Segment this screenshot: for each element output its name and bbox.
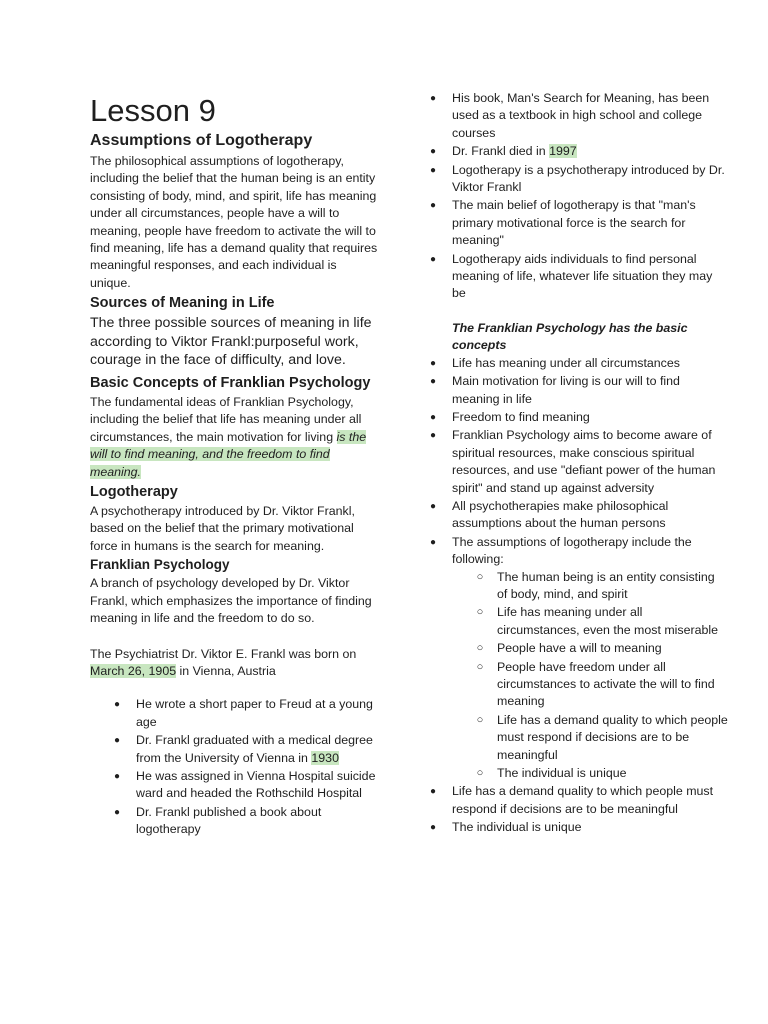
assumptions-sublist xyxy=(476,569,728,783)
bullet-icon: ● xyxy=(429,411,437,423)
list-item xyxy=(429,355,728,372)
list-item xyxy=(429,409,728,426)
list-item xyxy=(113,696,380,731)
heading-assumptions: Assumptions of Logotherapy xyxy=(90,132,313,149)
hollow-bullet-icon: ○ xyxy=(476,713,484,726)
heading-franklian-psychology: Franklian Psychology xyxy=(90,557,230,573)
list-item-text: Franklian Psychology aims to become aware of spiritual resources, make conscious spiritual resources, and use "defiant power of the human spirit" and stand up against adversity xyxy=(452,428,716,495)
list-item xyxy=(429,819,728,836)
paragraph-sources: The three possible sources of meaning in life according to Viktor Frankl:purposeful work, courage in the face of difficulty, and love. xyxy=(90,315,372,369)
list-item-text: Logotherapy is a psychotherapy introduced by Dr. Viktor Frankl xyxy=(452,162,725,195)
biography-list xyxy=(113,696,380,838)
sub-list-item xyxy=(476,569,728,604)
list-item xyxy=(429,534,728,783)
hollow-bullet-icon: ○ xyxy=(476,570,484,583)
subheading-basic-concepts: The Franklian Psychology has the basic concepts xyxy=(452,320,688,353)
hollow-bullet-icon: ○ xyxy=(476,660,484,673)
list-item xyxy=(429,143,728,160)
hollow-bullet-icon: ○ xyxy=(476,642,484,655)
bullet-icon: ● xyxy=(429,536,437,548)
bullet-icon: ● xyxy=(429,500,437,512)
list-item xyxy=(429,197,728,249)
right-column xyxy=(428,90,728,838)
basic-concepts-text: The fundamental ideas of Franklian Psychology, including the belief that life has meaning under all circumstances, the main motivation for living xyxy=(90,395,362,444)
graduation-year-highlight: 1930 xyxy=(311,750,339,765)
list-item xyxy=(429,90,728,142)
hollow-bullet-icon: ○ xyxy=(476,767,484,780)
list-item-text: The individual is unique xyxy=(452,820,582,835)
born-text: The Psychiatrist Dr. Viktor E. Frankl was born on xyxy=(90,646,357,661)
list-item xyxy=(429,162,728,197)
bullet-icon: ● xyxy=(429,253,437,265)
bullet-icon: ● xyxy=(429,376,437,388)
list-item-text: He wrote a short paper to Freud at a young age xyxy=(136,697,373,729)
paragraph-franklian-psychology: A branch of psychology developed by Dr. Viktor Frankl, which emphasizes the importance of finding meaning in life and the freedom to do so. xyxy=(90,576,372,626)
bullet-icon: ● xyxy=(113,699,121,711)
bullet-icon: ● xyxy=(113,806,121,818)
list-item-text: The main belief of logotherapy is that "man's primary motivational force is the search for meaning" xyxy=(452,198,696,248)
born-date-highlight: March 26, 1905 xyxy=(90,663,177,678)
bullet-icon: ● xyxy=(429,786,437,798)
list-item xyxy=(113,732,380,767)
list-item-text: The assumptions of logotherapy include the following: xyxy=(452,534,692,567)
hollow-bullet-icon: ○ xyxy=(476,606,484,619)
left-column xyxy=(90,93,380,840)
bullet-icon: ● xyxy=(429,93,437,104)
facts-list xyxy=(429,90,728,303)
page-title: Lesson 9 xyxy=(90,93,216,128)
list-item-text: All psychotherapies make philosophical assumptions about the human persons xyxy=(452,498,669,531)
sub-list-item xyxy=(476,604,728,639)
basic-concepts-highlight: is the will to find meaning, and the freedom to find meaning. xyxy=(90,429,367,479)
heading-basic-concepts: Basic Concepts of Franklian Psychology xyxy=(90,375,371,392)
sub-list-item-text: The individual is unique xyxy=(497,766,627,781)
paragraph-logotherapy: A psychotherapy introduced by Dr. Viktor Frankl, based on the belief that the primary motivational force in humans is the search for meaning. xyxy=(90,504,355,553)
bullet-icon: ● xyxy=(429,146,437,158)
paragraph-born xyxy=(90,646,380,681)
list-item-text: Dr. Frankl published a book about logotherapy xyxy=(136,804,322,837)
list-item xyxy=(113,804,380,839)
list-item-text: He was assigned in Vienna Hospital suicide ward and headed the Rothschild Hospital xyxy=(136,768,376,801)
list-item xyxy=(429,498,728,533)
list-item xyxy=(113,768,380,803)
list-item-text: Logotherapy aids individuals to find personal meaning of life, whatever life situation they may be xyxy=(452,251,713,301)
concepts-list xyxy=(429,355,728,837)
sub-list-item-text: People have a will to meaning xyxy=(497,641,662,656)
list-item-text: Dr. Frankl graduated with a medical degree from the University of Vienna in xyxy=(136,733,373,765)
paragraph-assumptions: The philosophical assumptions of logotherapy, including the belief that the human being is an entity consisting of body, mind, and spirit, life has meaning under all circumstances, people have a will to meaning, people have freedom to activate the will to find meaning, life has a demand quality that requires meaningful responses, and each individual is unique. xyxy=(90,154,378,290)
death-year-highlight: 1997 xyxy=(549,144,577,159)
list-item xyxy=(429,427,728,497)
list-item-text: Freedom to find meaning xyxy=(452,409,590,424)
heading-logotherapy: Logotherapy xyxy=(90,484,178,501)
sub-list-item xyxy=(476,640,728,657)
list-item xyxy=(429,373,728,408)
sub-list-item xyxy=(476,765,728,782)
list-item-text: Dr. Frankl died in xyxy=(452,144,550,159)
sub-list-item-text: Life has a demand quality to which people must respond if decisions are to be meaningful xyxy=(497,712,728,762)
list-item-text: Main motivation for living is our will to find meaning in life xyxy=(452,374,680,406)
sub-list-item-text: People have freedom under all circumstances to activate the will to find meaning xyxy=(497,659,715,709)
bullet-icon: ● xyxy=(429,200,437,212)
bullet-icon: ● xyxy=(429,430,437,442)
list-item-text: Life has meaning under all circumstances xyxy=(452,355,680,370)
paragraph-basic-concepts xyxy=(90,394,380,481)
list-item-text: His book, Man's Search for Meaning, has been used as a textbook in high school and college courses xyxy=(452,91,710,140)
bullet-icon: ● xyxy=(113,770,121,782)
bullet-icon: ● xyxy=(429,822,437,834)
list-item xyxy=(429,783,728,818)
heading-sources: Sources of Meaning in Life xyxy=(90,295,275,312)
sub-list-item-text: Life has meaning under all circumstances, even the most miserable xyxy=(497,605,719,637)
sub-list-item-text: The human being is an entity consisting of body, mind, and spirit xyxy=(497,569,715,601)
born-place: in Vienna, Austria xyxy=(176,663,276,678)
sub-list-item xyxy=(476,712,728,764)
bullet-icon: ● xyxy=(429,164,437,176)
list-item-text: Life has a demand quality to which people must respond if decisions are to be meaningful xyxy=(452,784,714,816)
list-item xyxy=(429,251,728,303)
bullet-icon: ● xyxy=(113,735,121,747)
bullet-icon: ● xyxy=(429,357,437,369)
sub-list-item xyxy=(476,659,728,711)
